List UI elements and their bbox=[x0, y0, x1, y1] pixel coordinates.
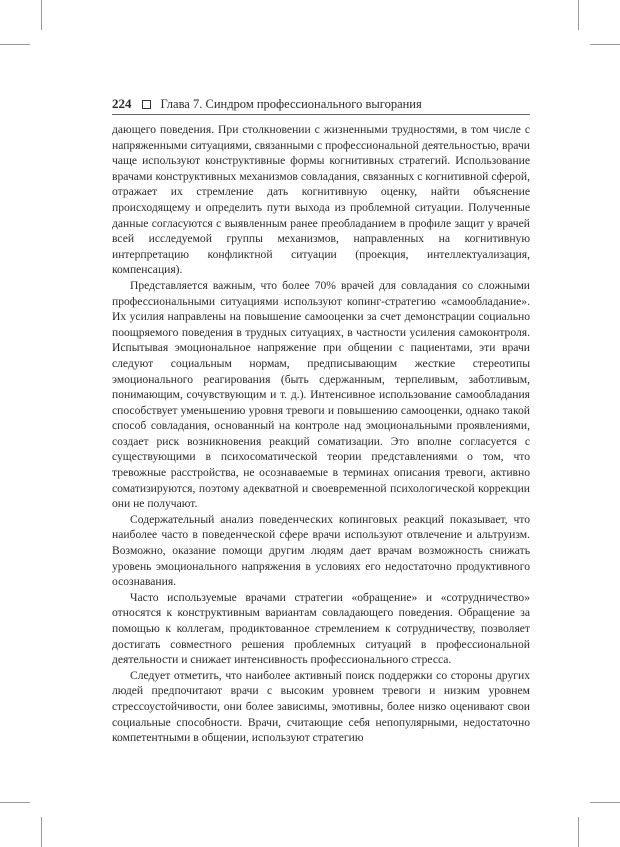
crop-mark bbox=[0, 802, 30, 803]
crop-mark bbox=[41, 817, 42, 847]
square-bullet-icon bbox=[142, 100, 151, 109]
header-rule bbox=[112, 114, 530, 115]
crop-mark bbox=[0, 44, 30, 45]
chapter-title: Глава 7. Синдром профессионального выгорания bbox=[160, 96, 422, 111]
page-number: 224 bbox=[112, 96, 132, 111]
crop-mark bbox=[590, 802, 620, 803]
paragraph: Следует отметить, что наиболее активный поиск поддержки со стороны других людей предпочитают врачи с высоким уровнем тревоги и низким уровнем стрессоустойчивости, они более зависимы, эмотивны, более низко оценивают свои социальные способности. Врачи, считающие себя непопулярными, недостаточно компетентными в общении, используют стратегию bbox=[112, 668, 530, 745]
paragraph: дающего поведения. При столкновении с жизненными трудностями, в том числе с напряженными ситуациями, связанными с профессиональной деятельностью, врачи чаще используют конструктивные формы когнитивных стратегий. Использование врачами конструктивных механизмов совладания, связанных с когнитивной сферой, отражает их стремление дать когнитивную оценку, найти объяснение происходящему и определить пути выхода из проблемной ситуации. Полученные данные согласуются с выявленным ранее преобладанием в профиле защит у врачей всей исследуемой группы механизмов, направленных на когнитивную интерпретацию конфликтной ситуации (проекция, интеллектуализация, компенсация). bbox=[112, 123, 530, 277]
crop-mark bbox=[578, 817, 579, 847]
paragraph: Представляется важным, что более 70% врачей для совладания со сложными профессиональными ситуациями используют копинг-стратегию «самообладание». Их усилия направлены на повышение самооценки за счет демонстрации социально поощряемого поведения в трудных ситуациях, в частности усиления самоконтроля. Испытывая эмоциональное напряжение при общении с пациентами, эти врачи следуют социальным нормам, предписывающим жесткие стереотипы эмоционального реагирования (быть сдержанным, терпеливым, заботливым, понимающим, сочувствующим и т. д.). Интенсивное использование самообладания способствует уменьшению уровня тревоги и повышению самооценки, однако такой способ совладания, основанный на контроле над эмоциональными проявлениями, создает риск возникновения реакций соматизации. Это вполне согласуется с существующими в психосоматической теории представлениями о том, что тревожные расстройства, не осознаваемые в терминах описания тревоги, активно соматизируются, поэтому адекватной и своевременной психологической коррекции они не получают. bbox=[112, 278, 530, 511]
crop-mark bbox=[41, 0, 42, 30]
body-text bbox=[112, 122, 530, 746]
crop-mark bbox=[590, 44, 620, 45]
paragraph: Часто используемые врачами стратегии «обращение» и «сотрудничество» относятся к конструктивным вариантам совладающего поведения. Обращение за помощью к коллегам, продиктованное стремлением к сотрудничеству, позволяет достигать совместного решения проблемных ситуаций в профессиональной деятельности и снижает интенсивность профессионального стресса. bbox=[112, 590, 530, 667]
running-header bbox=[112, 96, 530, 112]
crop-mark bbox=[578, 0, 579, 30]
paragraph: Содержательный анализ поведенческих копинговых реакций показывает, что наиболее часто в поведенческой сфере врачи используют отвлечение и альтруизм. Возможно, оказание помощи другим людям дает врачам возможность снижать уровень эмоционального напряжения в условиях его недостаточно продуктивного осознавания. bbox=[112, 512, 530, 589]
